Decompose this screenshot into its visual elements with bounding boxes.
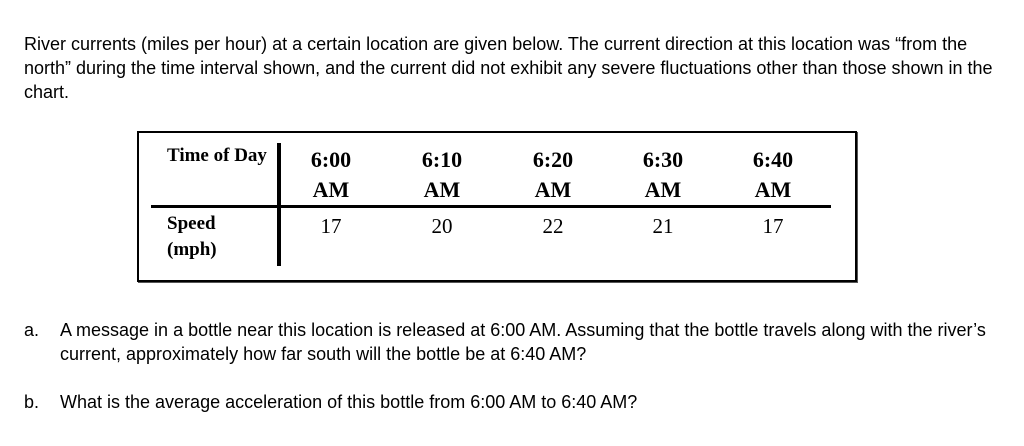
question-text: What is the average acceleration of this bottle from 6:00 AM to 6:40 AM? [60, 392, 638, 412]
time-cell [291, 145, 371, 205]
time-value: 6:40 [752, 147, 794, 172]
time-suffix: AM [423, 177, 461, 202]
speed-label: Speed (mph) [167, 213, 217, 260]
time-value: 6:00 [310, 147, 352, 172]
time-value: 6:30 [642, 147, 684, 172]
speed-value: 17 [320, 214, 342, 238]
time-suffix: AM [754, 177, 792, 202]
speed-value: 20 [431, 214, 453, 238]
time-of-day-label: Time of Day [167, 145, 267, 166]
question-letter: b. [24, 392, 40, 412]
time-cell [733, 145, 813, 205]
time-suffix: AM [644, 177, 682, 202]
question-letter: a. [24, 320, 40, 340]
problem-intro: River currents (miles per hour) at a certain location are given below. The current direction at this location was “from the north” during the time interval shown, and the current did not exhibit any severe fluctuations other than those shown in the chart. [24, 34, 993, 102]
speed-value: 21 [652, 214, 674, 238]
time-value: 6:10 [421, 147, 463, 172]
speed-value: 22 [542, 214, 564, 238]
time-cell [513, 145, 593, 205]
time-cell [623, 145, 703, 205]
time-value: 6:20 [532, 147, 574, 172]
time-suffix: AM [534, 177, 572, 202]
table-horizontal-rule [151, 205, 831, 208]
speed-value: 17 [762, 214, 784, 238]
time-suffix: AM [312, 177, 350, 202]
current-table [137, 131, 857, 282]
time-cell [402, 145, 482, 205]
question-text: A message in a bottle near this location is released at 6:00 AM. Assuming that the bottle travels along with the river’s current, approximately how far south will the bottle be at 6:40 AM? [60, 320, 986, 364]
